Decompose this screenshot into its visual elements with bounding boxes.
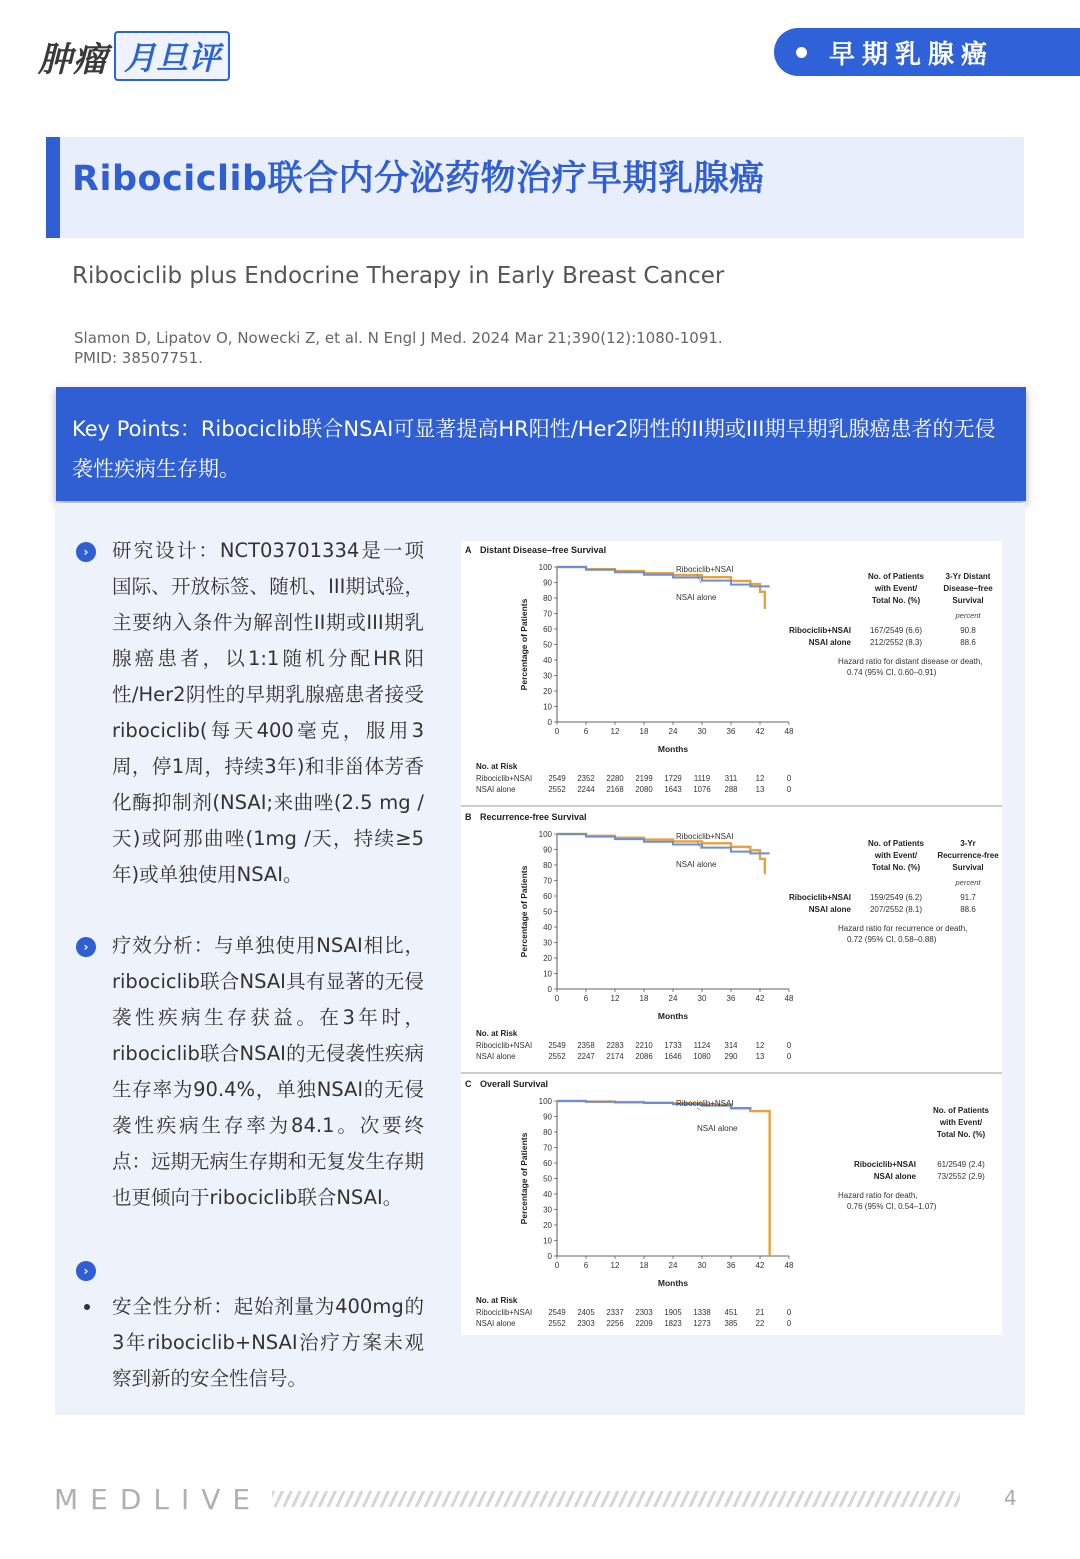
km-curve-ribociclib-nsai — [557, 567, 765, 609]
y-tick-label: 100 — [538, 563, 552, 572]
risk-value: 385 — [724, 1319, 738, 1328]
km-curve-ribociclib-nsai — [557, 1101, 770, 1256]
legend-row-events: 212/2552 (8.3) — [869, 638, 923, 647]
risk-value: 21 — [755, 1308, 765, 1317]
y-axis-label: Percentage of Patients — [519, 865, 529, 958]
legend-row-label: NSAI alone — [808, 638, 851, 647]
x-tick-label: 6 — [583, 1261, 589, 1270]
risk-row-label: NSAI alone — [476, 1052, 516, 1061]
x-tick-label: 24 — [668, 994, 678, 1003]
english-subtitle: Ribociclib plus Endocrine Therapy in Early Breast Cancer — [72, 263, 725, 289]
risk-table-title: No. at Risk — [476, 1296, 518, 1305]
y-tick-label: 90 — [543, 578, 552, 588]
risk-value: 2405 — [577, 1308, 595, 1317]
legend-row-events: 73/2552 (2.9) — [937, 1172, 985, 1181]
y-tick-label: 30 — [543, 938, 552, 948]
y-tick-label: 10 — [543, 969, 552, 979]
legend-row-label: Ribociclib+NSAI — [788, 893, 851, 902]
risk-value: 2303 — [577, 1319, 595, 1328]
legend-header: Disease–free — [943, 584, 993, 593]
x-tick-label: 30 — [697, 727, 707, 736]
risk-value: 2247 — [577, 1052, 595, 1061]
category-tag — [774, 28, 1080, 76]
x-tick-label: 6 — [583, 994, 589, 1003]
risk-value: 451 — [724, 1308, 738, 1317]
x-tick-label: 48 — [784, 727, 794, 736]
legend-header: Survival — [952, 863, 984, 872]
legend-header: No. of Patients — [867, 839, 925, 848]
legend-header: with Event/ — [939, 1118, 983, 1127]
risk-row-label: NSAI alone — [476, 1319, 516, 1328]
risk-value: 288 — [724, 785, 738, 794]
footer-divider — [272, 1491, 960, 1507]
risk-value: 1729 — [664, 774, 682, 783]
curve-label-nsai: NSAI alone — [676, 593, 717, 602]
y-tick-label: 40 — [543, 1190, 552, 1199]
y-axis-label: Percentage of Patients — [519, 598, 529, 691]
key-points-text: Key Points：Ribociclib联合NSAI可显著提高HR阳性/Her2阴性的II期或III期早期乳腺癌患者的无侵袭性疾病生存期。 — [72, 417, 996, 481]
x-tick-label: 48 — [784, 994, 794, 1003]
x-tick-label: 18 — [639, 994, 649, 1003]
hazard-ratio-label: Hazard ratio for death, — [838, 1191, 918, 1200]
risk-value: 1119 — [693, 774, 711, 783]
hazard-ratio-label: Hazard ratio for distant disease or death, — [838, 657, 983, 666]
legend-header: with Event/ — [874, 584, 918, 593]
y-tick-label: 70 — [543, 609, 552, 619]
risk-value: 2352 — [577, 774, 595, 783]
content-panel — [55, 503, 1025, 1415]
risk-value: 0 — [786, 1308, 792, 1317]
risk-value: 12 — [755, 1041, 765, 1050]
x-tick-label: 12 — [610, 994, 620, 1003]
x-axis-label: Months — [657, 1278, 689, 1288]
x-tick-label: 24 — [668, 727, 678, 736]
risk-value: 2303 — [635, 1308, 653, 1317]
legend-header: Total No. (%) — [936, 1130, 986, 1139]
curve-label-ribociclib: Ribociclib+NSAI — [676, 1099, 734, 1108]
citation — [74, 328, 723, 368]
y-tick-label: 80 — [543, 1128, 552, 1137]
safety-text: 安全性分析：起始剂量为400mg的3年ribociclib+NSAI治疗方案未观察到新的安全性信号。 — [112, 1295, 424, 1390]
x-tick-label: 36 — [726, 994, 736, 1003]
chevron-right-icon: › — [76, 1261, 96, 1281]
legend-header: 3-Yr Distant — [945, 572, 991, 581]
hazard-ratio-value: 0.74 (95% CI, 0.60–0.91) — [847, 668, 937, 677]
risk-value: 0 — [786, 785, 792, 794]
y-tick-label: 0 — [547, 718, 552, 727]
risk-row-label: NSAI alone — [476, 785, 516, 794]
hazard-ratio-label: Hazard ratio for recurrence or death, — [838, 924, 968, 933]
risk-value: 0 — [786, 1052, 792, 1061]
curve-label-nsai: NSAI alone — [697, 1124, 738, 1133]
efficacy-text: 疗效分析：与单独使用NSAI相比，ribociclib联合NSAI具有显著的无侵袭性疾病生存获益。在3年时，ribociclib联合NSAI的无侵袭性疾病生存率为90.4%，单独NSAI的无侵袭性疾病生存率为84.1。次要终点：远期无病生存期和无复发生存期也更倾向于ribociclib联合NSAI。 — [112, 934, 425, 1209]
legend-row-survival: 88.6 — [960, 638, 976, 647]
risk-value: 2174 — [606, 1052, 624, 1061]
km-curve-nsai-alone — [557, 834, 770, 853]
x-tick-label: 12 — [610, 1261, 620, 1270]
legend-row-label: Ribociclib+NSAI — [853, 1160, 916, 1169]
chevron-right-icon: › — [76, 937, 96, 957]
risk-value: 2358 — [577, 1041, 595, 1050]
risk-value: 2549 — [548, 774, 566, 783]
risk-value: 2552 — [548, 785, 566, 794]
risk-value: 2256 — [606, 1319, 624, 1328]
y-tick-label: 30 — [543, 1205, 552, 1215]
y-tick-label: 10 — [543, 1236, 552, 1246]
y-tick-label: 20 — [543, 954, 552, 963]
y-tick-label: 70 — [543, 876, 552, 886]
risk-value: 1643 — [664, 785, 682, 794]
y-tick-label: 60 — [543, 1159, 552, 1168]
x-tick-label: 24 — [668, 1261, 678, 1270]
x-tick-label: 42 — [755, 1261, 765, 1270]
curve-label-nsai: NSAI alone — [676, 860, 717, 869]
bullet-dot-icon — [796, 47, 807, 58]
title-accent-bar — [46, 137, 60, 238]
risk-value: 1905 — [664, 1308, 682, 1317]
x-tick-label: 30 — [697, 1261, 707, 1270]
risk-table-title: No. at Risk — [476, 762, 518, 771]
risk-value: 2209 — [635, 1319, 653, 1328]
y-tick-label: 20 — [543, 1221, 552, 1230]
curve-label-ribociclib: Ribociclib+NSAI — [676, 565, 734, 574]
x-tick-label: 36 — [726, 1261, 736, 1270]
risk-value: 22 — [755, 1319, 765, 1328]
risk-value: 2080 — [635, 785, 653, 794]
legend-row-label: NSAI alone — [873, 1172, 916, 1181]
y-tick-label: 60 — [543, 625, 552, 634]
x-tick-label: 0 — [554, 1261, 560, 1270]
km-figure — [461, 541, 1002, 1335]
risk-value: 0 — [786, 774, 792, 783]
risk-value: 2337 — [606, 1308, 624, 1317]
risk-row-label: Ribociclib+NSAI — [476, 774, 533, 783]
x-tick-label: 42 — [755, 994, 765, 1003]
risk-value: 13 — [755, 1052, 765, 1061]
logo-text-highlight: 月旦评 — [114, 31, 230, 81]
legend-header: 3-Yr — [960, 839, 976, 848]
y-tick-label: 80 — [543, 594, 552, 603]
legend-header: with Event/ — [874, 851, 918, 860]
x-tick-label: 36 — [726, 727, 736, 736]
risk-value: 1338 — [693, 1308, 711, 1317]
y-tick-label: 70 — [543, 1143, 552, 1153]
key-points-box — [56, 387, 1026, 501]
footer-brand: MEDLIVE — [54, 1483, 263, 1516]
risk-value: 2199 — [635, 774, 653, 783]
legend-header: No. of Patients — [867, 572, 925, 581]
x-tick-label: 30 — [697, 994, 707, 1003]
y-tick-label: 20 — [543, 687, 552, 696]
y-tick-label: 90 — [543, 1112, 552, 1122]
list-bullet — [84, 1304, 90, 1310]
risk-value: 2549 — [548, 1308, 566, 1317]
risk-value: 2168 — [606, 785, 624, 794]
page-title: Ribociclib联合内分泌药物治疗早期乳腺癌 — [72, 159, 765, 199]
legend-header: Survival — [952, 596, 984, 605]
risk-value: 2552 — [548, 1319, 566, 1328]
risk-value: 2552 — [548, 1052, 566, 1061]
risk-value: 1733 — [664, 1041, 682, 1050]
legend-header: Total No. (%) — [871, 863, 921, 872]
chart-title: Distant Disease–free Survival — [480, 545, 607, 555]
x-axis-label: Months — [657, 744, 689, 754]
label-leader-line — [697, 1108, 701, 1110]
risk-value: 1646 — [664, 1052, 682, 1061]
risk-value: 0 — [786, 1319, 792, 1328]
legend-row-events: 159/2549 (6.2) — [869, 893, 923, 902]
legend-header: No. of Patients — [932, 1106, 990, 1115]
panel-letter: A — [465, 545, 472, 555]
risk-value: 12 — [755, 774, 765, 783]
study-design-text: 研究设计：NCT03701334是一项国际、开放标签、随机、III期试验，主要纳入条件为解剖性II期或III期乳腺癌患者，以1:1随机分配HR阳性/Her2阴性的早期乳腺癌患者接受ribociclib(每天400毫克，服用3周，停1周，持续3年)和非甾体芳香化酶抑制剂(NSAI;来曲唑(2.5 mg /天)或阿那曲唑(1mg /天，持续≥5年)或单独使用NSAI。 — [112, 539, 424, 886]
risk-row-label: Ribociclib+NSAI — [476, 1041, 533, 1050]
legend-row-survival: 88.6 — [960, 905, 976, 914]
risk-value: 1273 — [693, 1319, 711, 1328]
risk-value: 311 — [724, 774, 738, 783]
risk-value: 2210 — [635, 1041, 653, 1050]
risk-value: 290 — [724, 1052, 738, 1061]
y-tick-label: 50 — [543, 640, 552, 650]
pmid-line: PMID: 38507751. — [74, 349, 203, 367]
risk-value: 1076 — [693, 785, 711, 794]
legend-row-events: 167/2549 (6.6) — [869, 626, 923, 635]
x-tick-label: 18 — [639, 1261, 649, 1270]
legend-row-survival: 90.8 — [960, 626, 976, 635]
risk-value: 2280 — [606, 774, 624, 783]
legend-header: Recurrence-free — [937, 851, 999, 860]
y-tick-label: 40 — [543, 656, 552, 665]
risk-value: 1124 — [693, 1041, 711, 1050]
y-tick-label: 30 — [543, 671, 552, 681]
risk-value: 0 — [786, 1041, 792, 1050]
x-tick-label: 6 — [583, 727, 589, 736]
legend-header: Total No. (%) — [871, 596, 921, 605]
risk-value: 13 — [755, 785, 765, 794]
y-tick-label: 10 — [543, 702, 552, 712]
hazard-ratio-value: 0.72 (95% CI, 0.58–0.88) — [847, 935, 937, 944]
x-tick-label: 42 — [755, 727, 765, 736]
legend-row-label: Ribociclib+NSAI — [788, 626, 851, 635]
risk-value: 1823 — [664, 1319, 682, 1328]
chart-title: Overall Survival — [480, 1079, 549, 1089]
y-tick-label: 0 — [547, 1252, 552, 1261]
risk-value: 2244 — [577, 785, 595, 794]
x-axis-label: Months — [657, 1011, 689, 1021]
risk-value: 2549 — [548, 1041, 566, 1050]
risk-table-title: No. at Risk — [476, 1029, 518, 1038]
y-tick-label: 0 — [547, 985, 552, 994]
brand-logo — [38, 28, 230, 84]
legend-unit: percent — [955, 611, 981, 620]
km-curve-ribociclib-nsai — [557, 834, 765, 874]
y-tick-label: 60 — [543, 892, 552, 901]
x-tick-label: 12 — [610, 727, 620, 736]
chevron-right-icon: › — [76, 542, 96, 562]
risk-value: 314 — [724, 1041, 738, 1050]
category-label: 早期乳腺癌 — [829, 39, 995, 70]
risk-row-label: Ribociclib+NSAI — [476, 1308, 533, 1317]
legend-row-events: 61/2549 (2.4) — [937, 1160, 985, 1169]
panel-letter: B — [465, 812, 472, 822]
risk-value: 1080 — [693, 1052, 711, 1061]
legend-unit: percent — [955, 878, 981, 887]
km-curve-nsai-alone — [557, 567, 770, 586]
y-tick-label: 100 — [538, 830, 552, 839]
panel-letter: C — [465, 1079, 472, 1089]
x-tick-label: 48 — [784, 1261, 794, 1270]
y-axis-label: Percentage of Patients — [519, 1132, 529, 1225]
x-tick-label: 18 — [639, 727, 649, 736]
chart-title: Recurrence-free Survival — [480, 812, 587, 822]
y-tick-label: 100 — [538, 1097, 552, 1106]
y-tick-label: 80 — [543, 861, 552, 870]
legend-row-events: 207/2552 (8.1) — [869, 905, 923, 914]
legend-row-label: NSAI alone — [808, 905, 851, 914]
y-tick-label: 90 — [543, 845, 552, 855]
logo-text-main: 肿瘤 — [38, 39, 108, 80]
legend-row-survival: 91.7 — [960, 893, 976, 902]
hazard-ratio-value: 0.76 (95% CI, 0.54–1.07) — [847, 1202, 937, 1211]
km-survival-charts — [461, 541, 1002, 1335]
page-number: 4 — [1004, 1486, 1017, 1510]
y-tick-label: 50 — [543, 1174, 552, 1184]
risk-value: 2283 — [606, 1041, 624, 1050]
y-tick-label: 40 — [543, 923, 552, 932]
risk-value: 2086 — [635, 1052, 653, 1061]
x-tick-label: 0 — [554, 994, 560, 1003]
curve-label-ribociclib: Ribociclib+NSAI — [676, 832, 734, 841]
x-tick-label: 0 — [554, 727, 560, 736]
y-tick-label: 50 — [543, 907, 552, 917]
citation-line: Slamon D, Lipatov O, Nowecki Z, et al. N Engl J Med. 2024 Mar 21;390(12):1080-1091. — [74, 329, 723, 347]
title-banner — [46, 137, 1024, 238]
